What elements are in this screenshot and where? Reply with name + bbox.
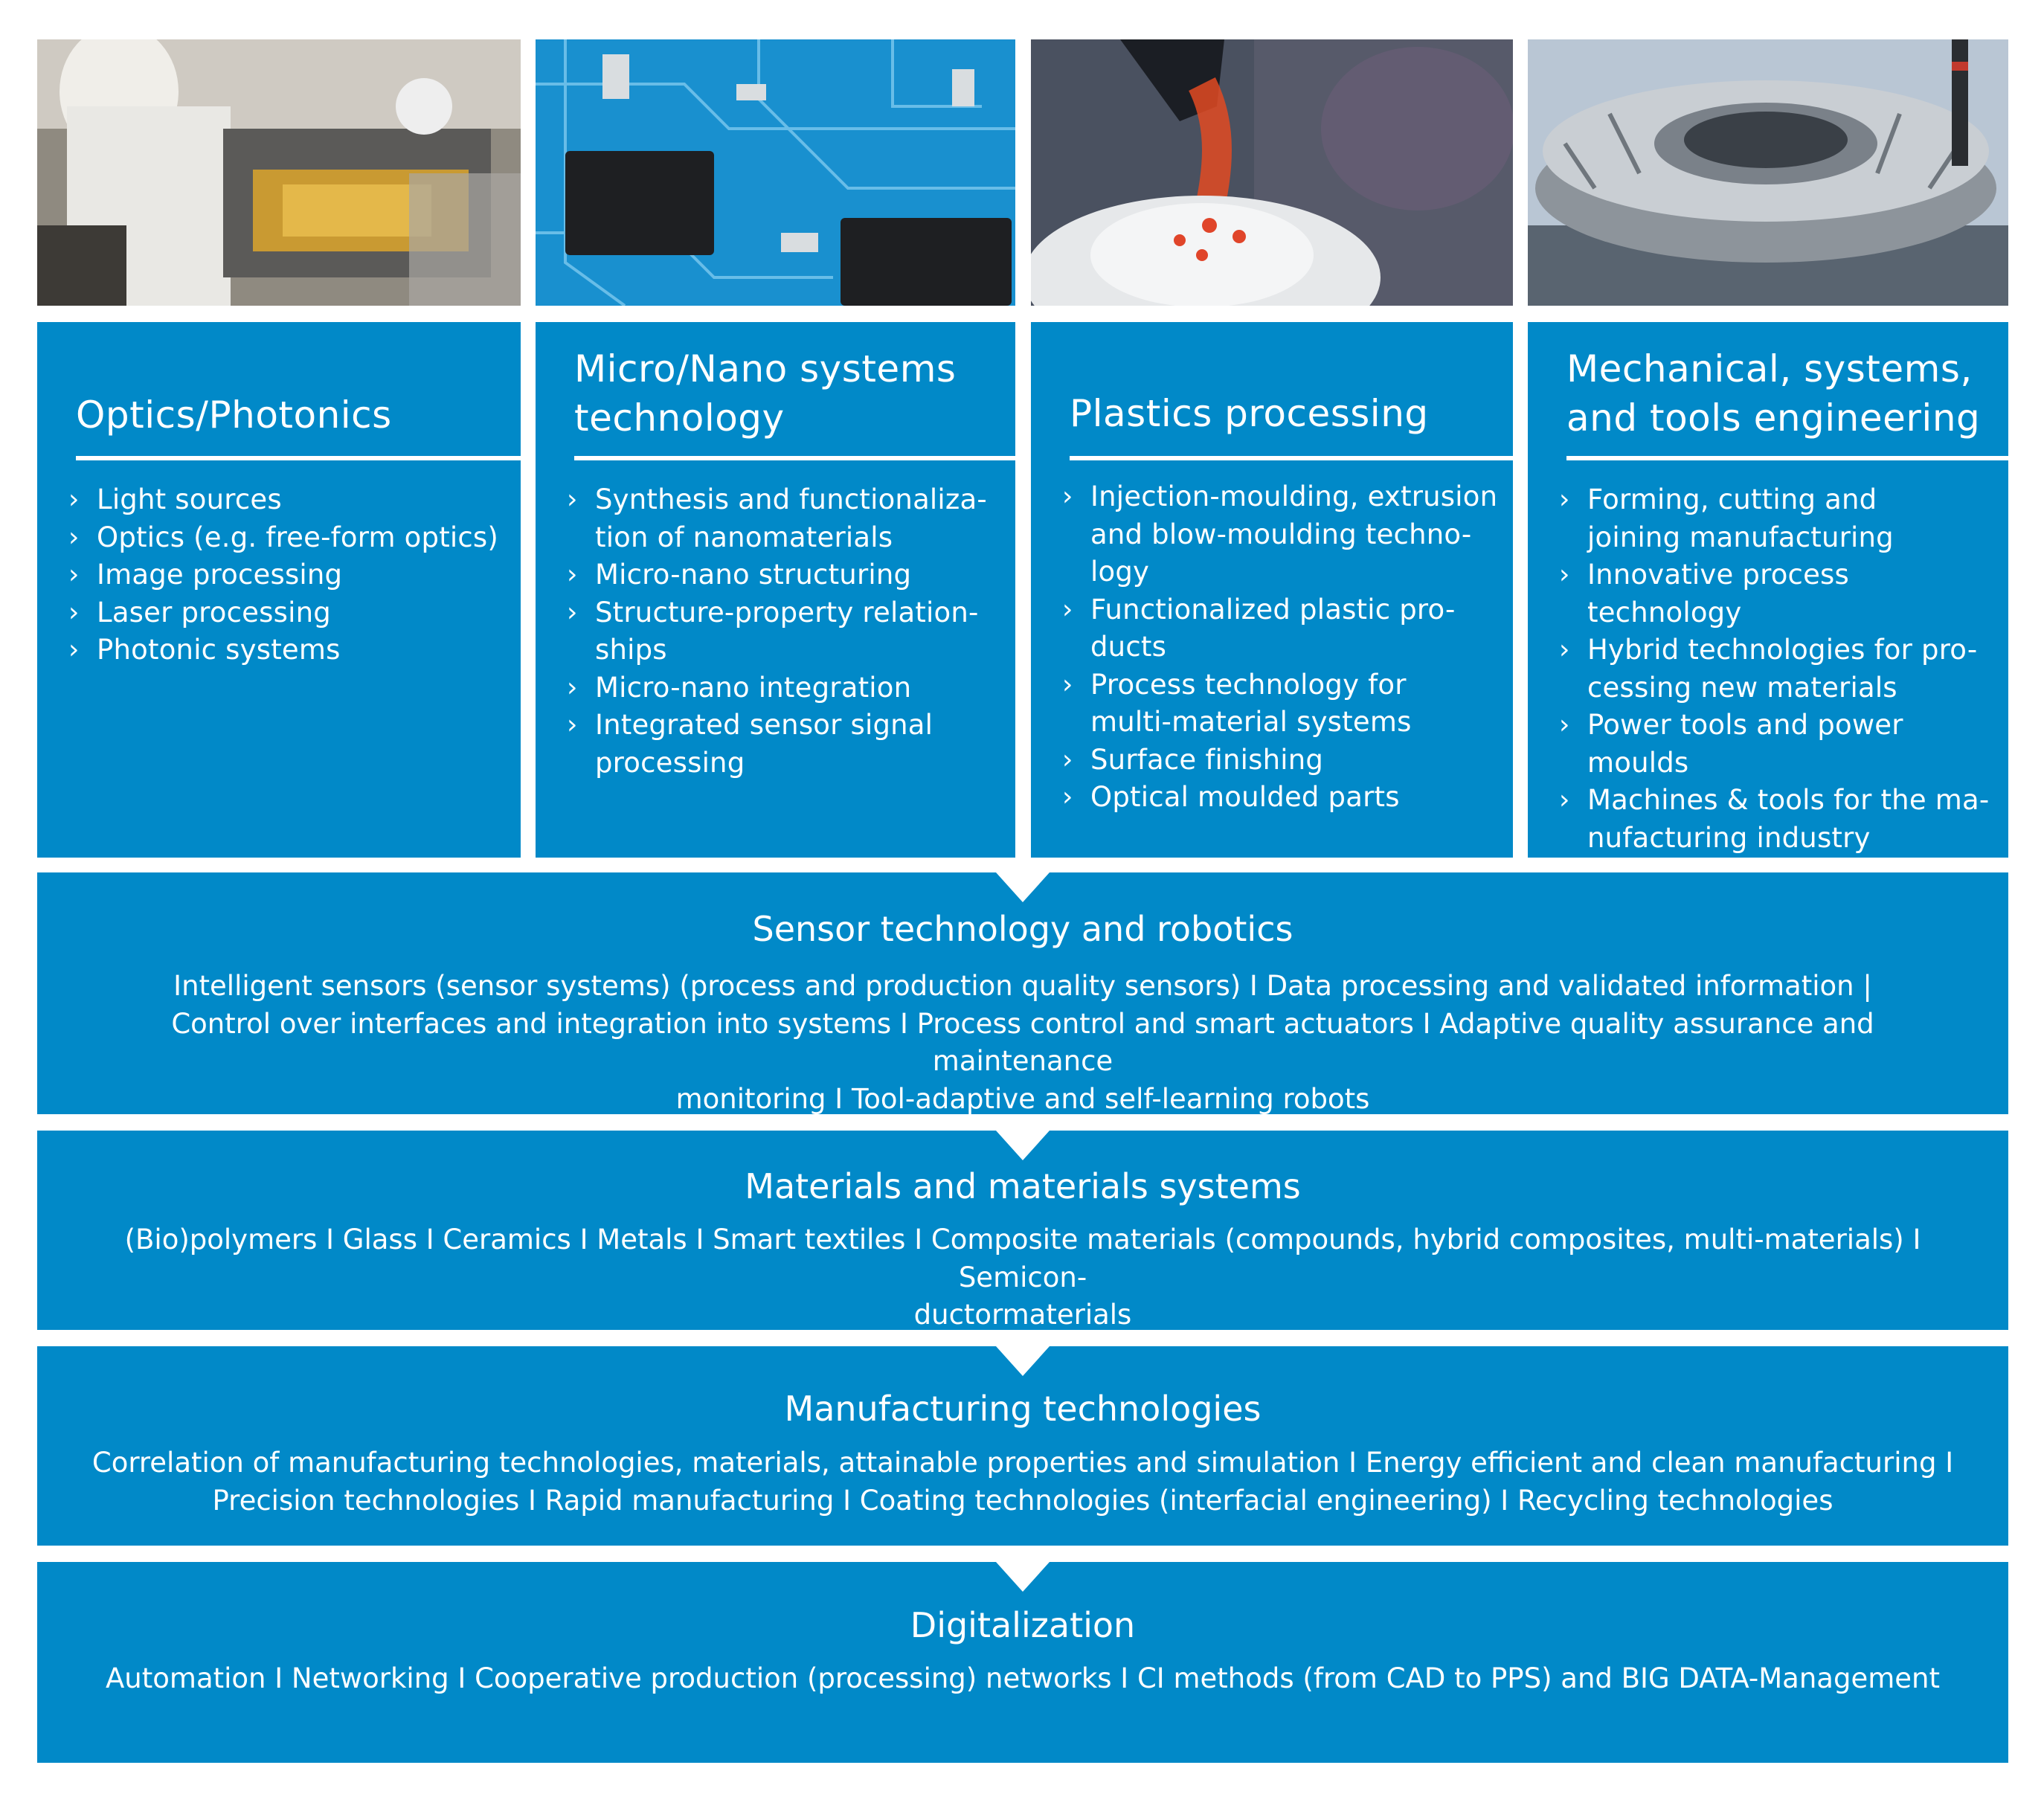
list-item: › Image processing [68, 556, 510, 594]
chevron-right-icon: › [1559, 634, 1570, 665]
band-materials [37, 1131, 2008, 1330]
photo-gear [1528, 39, 2008, 306]
chevron-right-icon: › [68, 559, 80, 590]
title-divider [76, 456, 521, 460]
chevron-right-icon: › [1559, 785, 1570, 815]
list-item: › Synthesis and functionaliza- tion of nanomaterials [567, 481, 1005, 556]
chevron-right-icon: › [567, 559, 578, 590]
band-sensor-robotics [37, 872, 2008, 1114]
chevron-right-icon: › [1062, 594, 1073, 625]
list-item: › Forming, cutting and joining manufacturing [1559, 481, 2008, 556]
chevron-right-icon: › [567, 672, 578, 703]
photo-circuit [536, 39, 1015, 306]
band-body: Intelligent sensors (sensor systems) (process and production quality sensors) I Data processing and validated information | Control over interfaces and integration into systems I Process control and smart actuators I Adaptive quality assurance and maintenance monitoring I Tool-adaptive and self-learning robots [171, 970, 1874, 1115]
band-body: (Bio)polymers I Glass I Ceramics I Metals I Smart textiles I Composite materials (compounds, hybrid composites, multi-materials) I Semicon- ductormaterials [124, 1224, 1921, 1331]
column-title: Micro/Nano systems technology [574, 347, 957, 440]
chevron-right-icon: › [1062, 782, 1073, 812]
band-title: Digitalization [910, 1605, 1136, 1645]
list-item: › Laser processing [68, 594, 510, 632]
chevron-right-icon: › [68, 521, 80, 553]
column-mechanical [1528, 322, 2008, 858]
notch-arrow-icon [996, 872, 1050, 902]
chevron-right-icon: › [567, 710, 578, 740]
chevron-right-icon: › [1062, 669, 1073, 700]
list-item: › Optical moulded parts [1062, 779, 1503, 817]
band-body: Automation I Networking I Cooperative production (processing) networks I CI methods (from CAD to PPS) and BIG DATA-Management [106, 1662, 1940, 1694]
chevron-right-icon: › [68, 634, 80, 665]
notch-arrow-icon [996, 1562, 1050, 1592]
list-item: › Photonic systems [68, 631, 510, 669]
list-item: › Integrated sensor signal processing [567, 707, 1005, 782]
band-body: Correlation of manufacturing technologies, materials, attainable properties and simulation I Energy efficient and clean manufacturing I Precision technologies I Rapid manufacturing I Coating technologies (interfacial engineering) I Recycling technologies [91, 1447, 1954, 1517]
list-item: › Optics (e.g. free-form optics) [68, 519, 510, 557]
chevron-right-icon: › [1062, 481, 1073, 512]
list-item: › Process technology for multi-material systems [1062, 666, 1503, 742]
chevron-right-icon: › [1559, 710, 1570, 740]
chevron-right-icon: › [1062, 744, 1073, 775]
band-title: Sensor technology and robotics [752, 909, 1293, 949]
title-divider [1070, 456, 1513, 460]
chevron-right-icon: › [1559, 484, 1570, 515]
list-item: › Hybrid technologies for pro- cessing new materials [1559, 631, 2008, 707]
notch-arrow-icon [996, 1346, 1050, 1376]
circuit-board-photo [536, 39, 1015, 306]
chevron-right-icon: › [68, 597, 80, 628]
list-item: › Micro-nano structuring [567, 556, 1005, 594]
bevel-gear-photo [1528, 39, 2008, 306]
column-optics-photonics [37, 322, 521, 858]
list-item: › Structure-property relation- ships [567, 594, 1005, 669]
list-item: › Innovative process technology [1559, 556, 2008, 631]
chevron-right-icon: › [68, 484, 80, 515]
column-title: Mechanical, systems, and tools engineering [1566, 347, 1981, 440]
plastic-granules-photo [1031, 39, 1513, 306]
list-item: › Light sources [68, 481, 510, 519]
column-list [567, 481, 1005, 782]
list-item: › Power tools and power moulds [1559, 707, 2008, 782]
column-list [1062, 478, 1503, 817]
list-item: › Injection-moulding, extrusion and blow-moulding techno- logy [1062, 478, 1503, 591]
title-divider [1566, 456, 2008, 460]
column-title: Plastics processing [1070, 392, 1429, 435]
column-list [1559, 481, 2008, 895]
list-item: › Machines & tools for the ma- nufacturing industry [1559, 782, 2008, 857]
lab-technician-optics-photo [37, 39, 521, 306]
column-title: Optics/Photonics [76, 393, 392, 437]
chevron-right-icon: › [567, 597, 578, 628]
notch-arrow-icon [996, 1131, 1050, 1160]
photo-optics [37, 39, 521, 306]
band-title: Manufacturing technologies [784, 1389, 1262, 1429]
chevron-right-icon: › [567, 484, 578, 515]
list-item: › Micro-nano integration [567, 669, 1005, 707]
chevron-right-icon: › [1559, 559, 1570, 590]
column-plastics [1031, 322, 1513, 858]
band-manufacturing [37, 1346, 2008, 1546]
photo-plastics [1031, 39, 1513, 306]
title-divider [574, 456, 1015, 460]
band-digitalization [37, 1562, 2008, 1763]
column-list [68, 481, 510, 669]
band-title: Materials and materials systems [745, 1166, 1301, 1206]
list-item: › Surface finishing [1062, 742, 1503, 779]
column-micro-nano [536, 322, 1015, 858]
list-item: › Functionalized plastic pro- ducts [1062, 591, 1503, 666]
